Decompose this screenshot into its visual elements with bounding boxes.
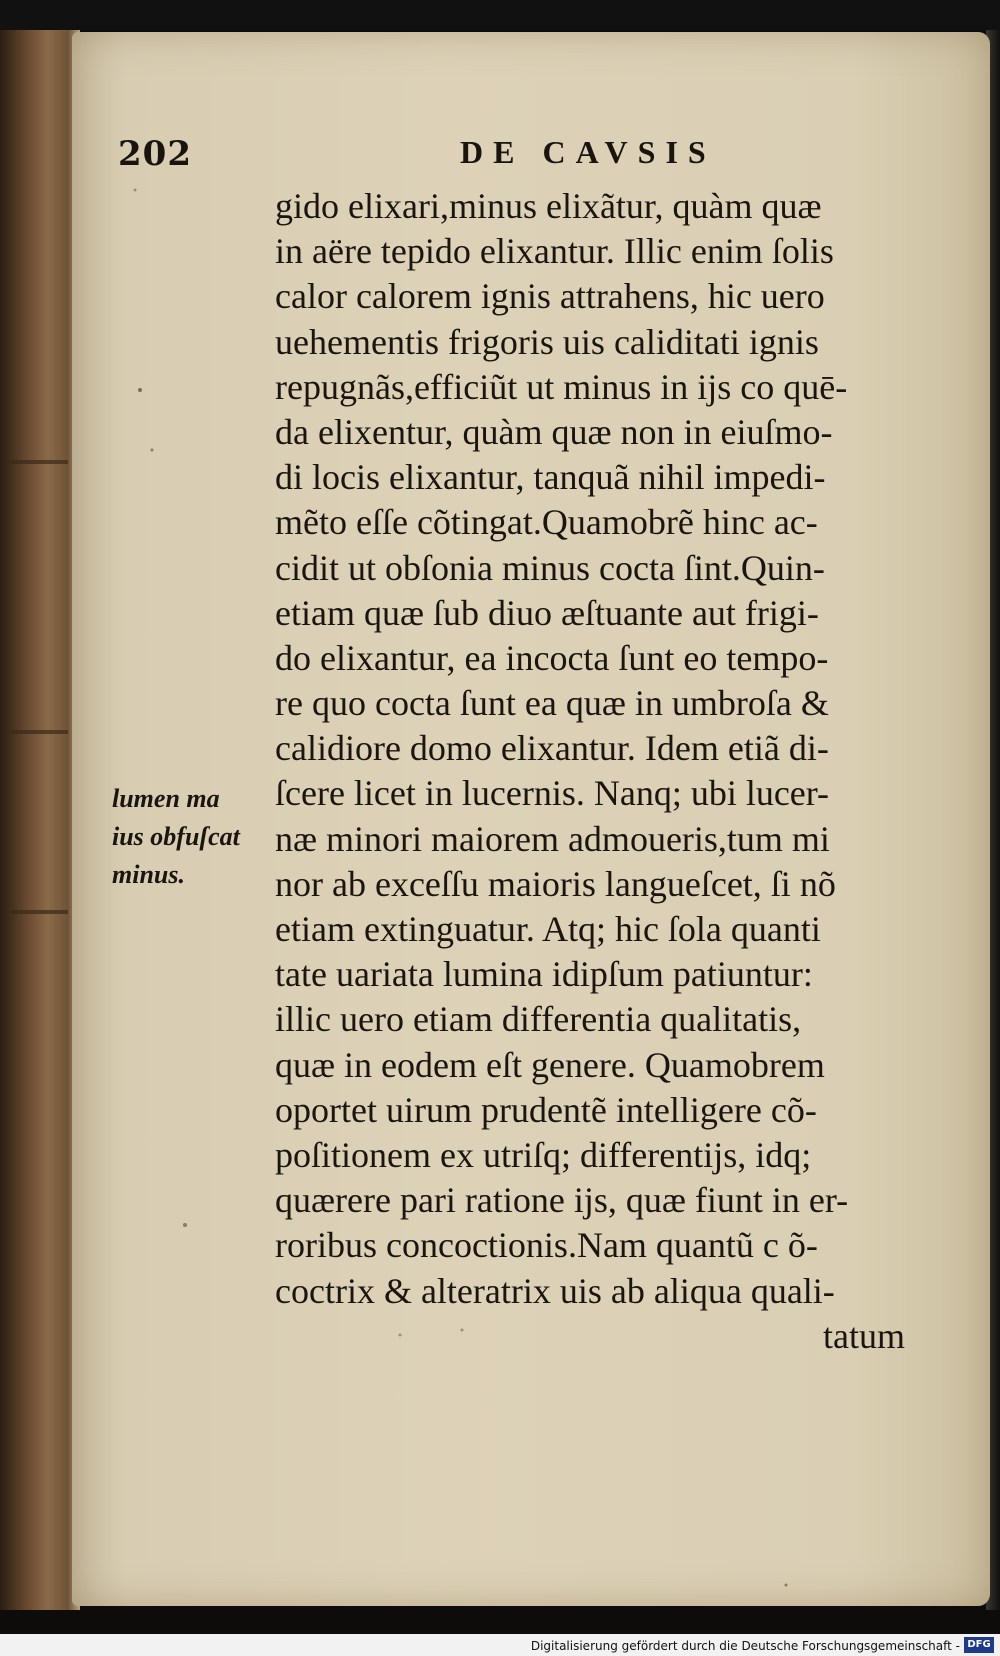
text-line: calidiore domo elixantur. Idem etiã di- [275, 728, 829, 769]
text-line: nor ab exceſſu maioris langueſcet, ſi nõ [275, 863, 836, 904]
marginal-note-line: minus. [112, 860, 185, 889]
text-line: etiam quæ ſub diuo æſtuante aut frigi- [275, 592, 819, 633]
text-line: in aëre tepido elixantur. Illic enim ſolis [275, 231, 834, 272]
text-line: oportet uirum prudentẽ intelligere cõ- [275, 1089, 817, 1130]
text-line: uehementis frigoris uis caliditati ignis [275, 321, 819, 362]
text-line: calor calorem ignis attrahens, hic uero [275, 276, 825, 317]
text-line: poſitionem ex utriſq; differentijs, idq; [275, 1134, 812, 1175]
text-line: ſcere licet in lucernis. Nanq; ubi lucer- [275, 773, 830, 814]
body-text [275, 184, 935, 1359]
text-line: da elixentur, quàm quæ non in eiuſmo- [275, 411, 833, 452]
running-head: DE CAVSIS [460, 134, 716, 170]
text-line: tate uariata lumina idipſum patiuntur: [275, 954, 813, 995]
text-line: roribus concoctionis.Nam quantũ c õ- [275, 1225, 818, 1266]
text-line: quæ in eodem eſt genere. Quamobrem [275, 1044, 825, 1085]
text-line: illic uero etiam differentia qualitatis, [275, 999, 802, 1040]
footer-credit: Digitalisierung gefördert durch die Deutsche Forschungsgemeinschaft - [530, 1639, 960, 1653]
text-line: repugnãs,efficiũt ut minus in ijs co quē- [275, 366, 848, 407]
text-line: etiam extinguatur. Atq; hic ſola quanti [275, 909, 821, 949]
text-line: næ minori maiorem admoueris,tum mi [275, 818, 830, 859]
text-line: re quo cocta ſunt ea quæ in umbroſa & [275, 683, 829, 724]
text-line: cidit ut obſonia minus cocta ſint.Quin- [275, 547, 825, 588]
page-number: 202 [118, 134, 192, 174]
text-line: quærere pari ratione ijs, quæ fiunt in er- [275, 1180, 849, 1221]
book-spine [0, 30, 80, 1610]
dfg-logo: DFG [964, 1637, 994, 1653]
catchword: tatum [823, 1315, 905, 1356]
marginal-note-line: ius obfuſcat [112, 822, 240, 851]
marginal-note [112, 780, 262, 894]
text-line: coctrix & alteratrix uis ab aliqua quali- [275, 1270, 835, 1311]
text-line: mẽto eſſe cõtingat.Quamobrẽ hinc ac- [275, 502, 818, 543]
marginal-note-line: lumen ma [112, 784, 220, 813]
scan-top-border [0, 0, 1000, 30]
text-line: do elixantur, ea incocta ſunt eo tempo- [275, 637, 829, 678]
text-line: di locis elixantur, tanquã nihil impedi- [275, 457, 826, 498]
text-line: gido elixari,minus elixãtur, quàm quæ [275, 186, 822, 226]
